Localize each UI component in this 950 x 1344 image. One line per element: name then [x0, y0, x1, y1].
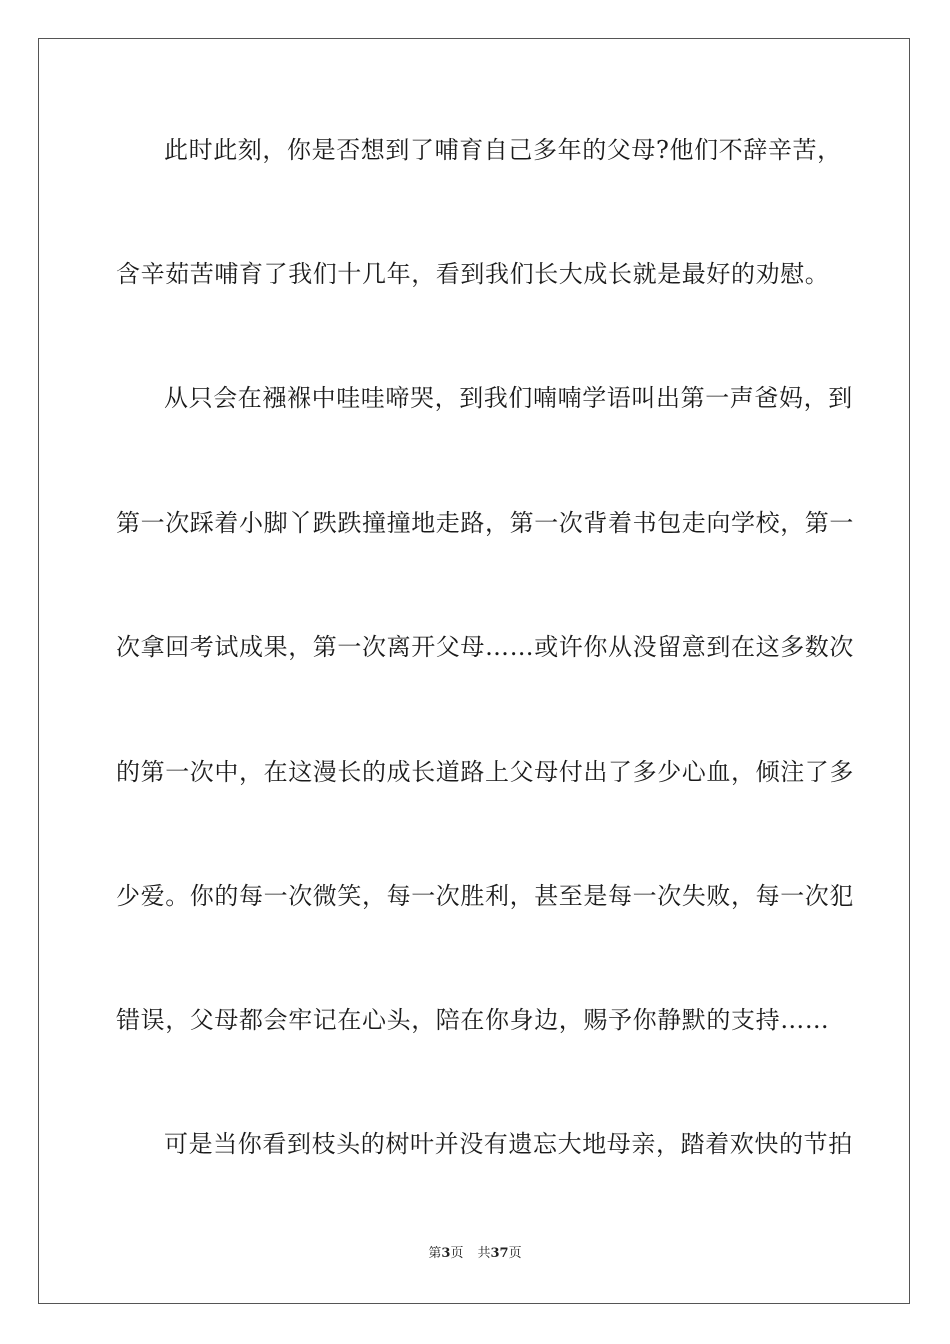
- paragraph-1-line-2: 含辛茹苦哺育了我们十几年，看到我们长大成长就是最好的劝慰。: [116, 260, 830, 288]
- paragraph-2-line-6: 错误，父母都会牢记在心头，陪在你身边，赐予你静默的支持……: [116, 1006, 830, 1034]
- page-footer: [0, 1245, 950, 1263]
- paragraph-2-line-1: 从只会在襁褓中哇哇啼哭，到我们喃喃学语叫出第一声爸妈，到: [164, 384, 853, 412]
- footer-page-number: 3: [441, 1246, 451, 1261]
- page-border: [38, 38, 910, 1304]
- footer-total-pages: 37: [490, 1246, 509, 1261]
- paragraph-2-line-2: 第一次踩着小脚丫跌跌撞撞地走路，第一次背着书包走向学校，第一: [116, 509, 854, 537]
- paragraph-2-line-3: 次拿回考试成果，第一次离开父母……或许你从没留意到在这多数次: [116, 633, 854, 661]
- paragraph-1-line-1: 此时此刻，你是否想到了哺育自己多年的父母?他们不辞辛苦，: [164, 136, 842, 164]
- paragraph-3-line-1: 可是当你看到枝头的树叶并没有遗忘大地母亲，踏着欢快的节拍: [164, 1130, 853, 1158]
- paragraph-2-line-5: 少爱。你的每一次微笑，每一次胜利，甚至是每一次失败，每一次犯: [116, 882, 854, 910]
- footer-total-prefix: 共: [477, 1246, 491, 1261]
- paragraph-2-line-4: 的第一次中，在这漫长的成长道路上父母付出了多少心血，倾注了多: [116, 758, 854, 786]
- footer-total-suffix: 页: [508, 1246, 522, 1261]
- footer-page-suffix: 页: [450, 1246, 464, 1261]
- footer-page-prefix: 第: [428, 1246, 442, 1261]
